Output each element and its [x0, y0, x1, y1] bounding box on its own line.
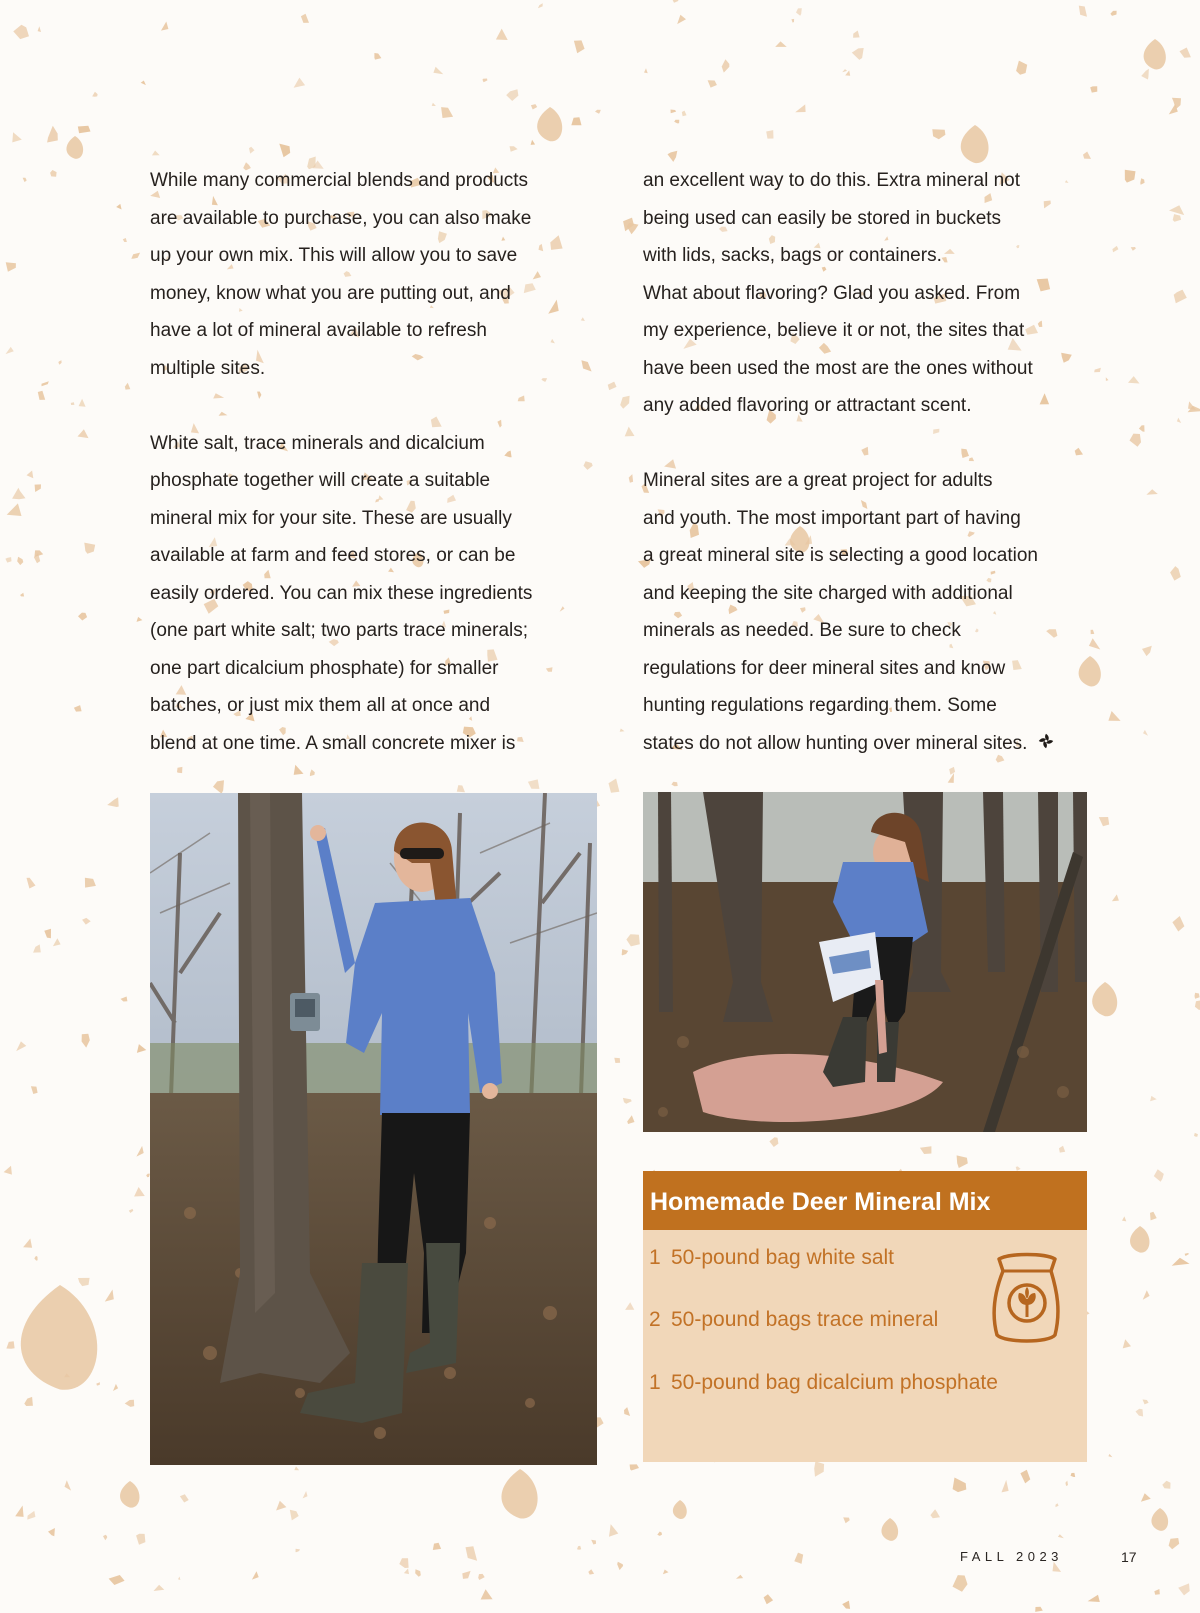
text-line: Mineral sites are a great project for adults [643, 470, 993, 491]
article-paragraph [643, 162, 1093, 425]
text-line: batches, or just mix them all at once and [150, 695, 491, 716]
text-line: available at farm and feed stores, or can be [150, 545, 516, 566]
text-line: an excellent way to do this. Extra mineral not [643, 170, 1021, 191]
ingredient-qty: 2 [649, 1308, 661, 1331]
article-paragraph [643, 462, 1093, 762]
ingredient-qty: 1 [649, 1246, 661, 1269]
text-line: with lids, sacks, bags or containers. [643, 245, 942, 266]
text-line: any added flavoring or attractant scent. [643, 395, 972, 416]
ingredient-text: 50-pound bags trace mineral [671, 1308, 939, 1331]
text-line: and keeping the site charged with additional [643, 582, 1013, 604]
text-line: my experience, believe it or not, the sites that [643, 320, 1025, 341]
text-line: mineral mix for your site. These are usually [150, 507, 512, 529]
ingredient-qty: 1 [649, 1371, 661, 1394]
text-line: money, know what you are putting out, and [150, 282, 511, 304]
photo-girl-by-tree [150, 793, 597, 1465]
leaf-end-mark-icon [1037, 732, 1055, 750]
article-left-column [150, 162, 590, 762]
text-line: being used can easily be stored in buckets [643, 207, 1002, 229]
page-number: 17 [1121, 1549, 1137, 1565]
article-paragraph [150, 162, 590, 387]
recipe-ingredient [649, 1246, 894, 1270]
text-line: blend at one time. A small concrete mixer is [150, 732, 516, 754]
text-line: have been used the most are the ones without [643, 357, 1033, 379]
text-line: have a lot of mineral available to refresh [150, 320, 487, 341]
article-paragraph [150, 425, 590, 763]
text-line: a great mineral site is selecting a good location [643, 545, 1039, 566]
recipe-ingredient [649, 1371, 998, 1395]
ingredient-text: 50-pound bag white salt [671, 1246, 894, 1269]
text-line: and youth. The most important part of having [643, 507, 1021, 529]
recipe-ingredient [649, 1308, 938, 1332]
text-line: states do not allow hunting over mineral sites. [643, 732, 1028, 754]
recipe-box [643, 1171, 1087, 1462]
issue-season: FALL 2023 [960, 1549, 1063, 1564]
feed-bag-icon [989, 1251, 1065, 1347]
ingredient-text: 50-pound bag dicalcium phosphate [671, 1371, 998, 1394]
text-line: phosphate together will create a suitable [150, 470, 491, 491]
text-line: easily ordered. You can mix these ingredients [150, 582, 533, 604]
text-line: (one part white salt; two parts trace minerals; [150, 620, 529, 641]
text-line: What about flavoring? Glad you asked. From [643, 282, 1021, 304]
text-line: minerals as needed. Be sure to check [643, 620, 961, 641]
photo-girl-pouring-mineral [643, 792, 1087, 1132]
recipe-title: Homemade Deer Mineral Mix [643, 1171, 1087, 1230]
text-line: are available to purchase, you can also make [150, 207, 532, 229]
text-line: While many commercial blends and products [150, 170, 529, 191]
text-line: regulations for deer mineral sites and know [643, 657, 1006, 679]
text-line: up your own mix. This will allow you to save [150, 245, 518, 266]
text-line: hunting regulations regarding them. Some [643, 695, 997, 716]
article-right-column [643, 162, 1093, 762]
text-line: White salt, trace minerals and dicalcium [150, 432, 485, 454]
text-line: multiple sites. [150, 357, 266, 379]
text-line: one part dicalcium phosphate) for smaller [150, 657, 499, 679]
